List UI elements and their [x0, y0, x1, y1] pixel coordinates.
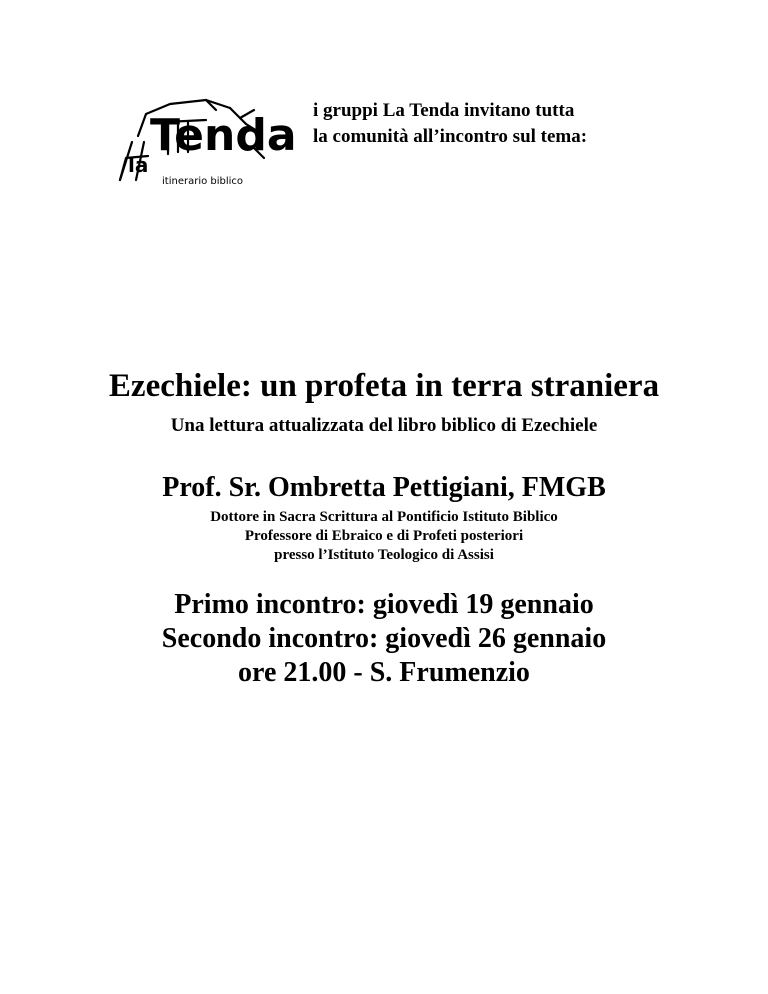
invitation-text — [313, 98, 733, 150]
credential-line: Professore di Ebraico e di Profeti posteriori — [244, 528, 524, 544]
speaker-credentials — [0, 508, 768, 565]
second-meeting: Secondo incontro: giovedì 26 gennaio — [161, 623, 607, 654]
event-title: Ezechiele: un profeta in terra straniera — [108, 368, 660, 404]
logo-la-text: la — [128, 153, 149, 177]
time-and-place: ore 21.00 - S. Frumenzio — [238, 657, 530, 688]
logo-tagline: itinerario biblico — [162, 176, 244, 187]
event-schedule — [0, 588, 768, 690]
first-meeting: Primo incontro: giovedì 19 gennaio — [174, 589, 594, 620]
credential-line: presso l’Istituto Teologico di Assisi — [274, 547, 494, 563]
invitation-line-2: la comunità all’incontro sul tema: — [313, 126, 588, 147]
logo-tenda-text: Tenda — [150, 110, 297, 161]
invitation-line-1: i gruppi La Tenda invitano tutta — [313, 100, 575, 121]
event-subtitle: Una lettura attualizzata del libro biblico di Ezechiele — [170, 415, 598, 436]
credential-line: Dottore in Sacra Scrittura al Pontificio Istituto Biblico — [210, 509, 558, 525]
la-tenda-logo — [108, 96, 297, 188]
tent-logo-graphic — [108, 96, 297, 188]
speaker-name: Prof. Sr. Ombretta Pettigiani, FMGB — [162, 472, 606, 503]
